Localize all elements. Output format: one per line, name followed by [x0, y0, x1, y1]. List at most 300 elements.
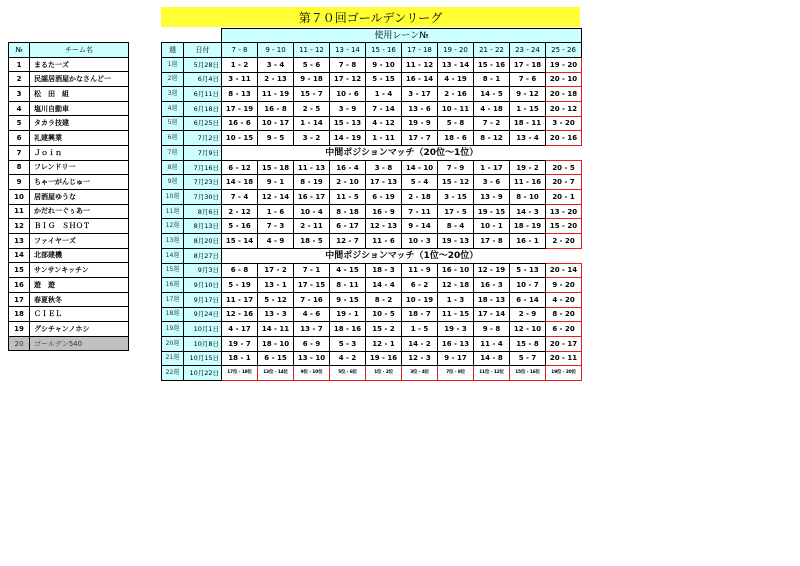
lane-header: 15 - 16	[366, 43, 402, 58]
matchup-cell: 15 - 8	[510, 336, 546, 351]
matchup-cell: 14 - 18	[222, 175, 258, 190]
matchup-cell: 1位 - 2位	[366, 366, 402, 381]
team-row	[9, 189, 129, 204]
date-cell: 9月17日	[184, 292, 222, 307]
matchup-cell: 3位 - 4位	[402, 366, 438, 381]
schedule-row	[162, 351, 582, 366]
date-header: 日付	[184, 43, 222, 58]
matchup-cell: 10 - 6	[330, 87, 366, 102]
lanes-title: 使用レーン№	[222, 29, 582, 43]
matchup-cell: 5 - 6	[294, 57, 330, 72]
matchup-cell: 10 - 11	[438, 101, 474, 116]
matchup-cell: 8 - 10	[510, 190, 546, 205]
matchup-cell: 8 - 12	[474, 131, 510, 146]
schedule-row	[162, 204, 582, 219]
matchup-cell: 4 - 9	[258, 234, 294, 249]
team-row	[9, 336, 129, 351]
matchup-cell: 11 - 12	[402, 57, 438, 72]
schedule-row	[162, 160, 582, 175]
date-cell: 6月25日	[184, 116, 222, 131]
matchup-cell: 8 - 2	[366, 292, 402, 307]
team-row	[9, 116, 129, 131]
matchup-cell: 19 - 16	[366, 351, 402, 366]
matchup-cell: 6 - 20	[546, 322, 582, 337]
lane-header: 13 - 14	[330, 43, 366, 58]
matchup-cell: 16 - 4	[330, 160, 366, 175]
schedule-row	[162, 175, 582, 190]
matchup-cell: 20 - 5	[546, 160, 582, 175]
week-cell: 2週	[162, 72, 184, 87]
matchup-cell: 3 - 20	[546, 116, 582, 131]
matchup-cell: 14 - 8	[474, 351, 510, 366]
team-number: 9	[9, 175, 30, 190]
team-name: 礼建興業	[30, 131, 129, 146]
matchup-cell: 11 - 15	[438, 307, 474, 322]
matchup-cell: 18 - 3	[366, 263, 402, 278]
week-cell: 20週	[162, 336, 184, 351]
matchup-cell: 12 - 14	[258, 190, 294, 205]
week-cell: 6週	[162, 131, 184, 146]
team-name: Ｊｏｉｎ	[30, 145, 129, 160]
matchup-cell: 16 - 14	[402, 72, 438, 87]
schedule-table	[161, 28, 582, 381]
matchup-cell: 19 - 15	[474, 204, 510, 219]
week-cell: 17週	[162, 292, 184, 307]
matchup-cell: 20 - 11	[546, 351, 582, 366]
team-name: ちゃ一がんじゅ一	[30, 175, 129, 190]
matchup-cell: 1 - 17	[474, 160, 510, 175]
matchup-cell: 11 - 16	[510, 175, 546, 190]
matchup-cell: 12 - 10	[510, 322, 546, 337]
team-row	[9, 101, 129, 116]
matchup-cell: 3 - 6	[474, 175, 510, 190]
schedule-body	[162, 43, 582, 381]
week-cell: 16週	[162, 278, 184, 293]
matchup-cell: 4 - 2	[330, 351, 366, 366]
matchup-cell: 5 - 13	[510, 263, 546, 278]
matchup-cell: 4 - 17	[222, 322, 258, 337]
team-number: 1	[9, 57, 30, 72]
team-name: グシチャンノホシ	[30, 322, 129, 337]
matchup-cell: 11 - 17	[222, 292, 258, 307]
matchup-cell: 19 - 9	[402, 116, 438, 131]
team-row	[9, 248, 129, 263]
matchup-cell: 16 - 9	[366, 204, 402, 219]
matchup-cell: 7 - 1	[294, 263, 330, 278]
matchup-cell: 8 - 19	[294, 175, 330, 190]
matchup-cell: 15位 - 16位	[510, 366, 546, 381]
matchup-cell: 5 - 8	[438, 116, 474, 131]
lane-header: 21 - 22	[474, 43, 510, 58]
team-name: 塩川自動車	[30, 101, 129, 116]
schedule-row	[162, 131, 582, 146]
matchup-cell: 6 - 19	[366, 190, 402, 205]
matchup-cell: 14 - 4	[366, 278, 402, 293]
date-cell: 7月23日	[184, 175, 222, 190]
matchup-cell: 9 - 17	[438, 351, 474, 366]
matchup-cell: 12 - 1	[366, 336, 402, 351]
team-row	[9, 160, 129, 175]
matchup-cell: 1 - 5	[402, 322, 438, 337]
matchup-cell: 13 - 10	[294, 351, 330, 366]
date-cell: 10月8日	[184, 336, 222, 351]
team-row	[9, 175, 129, 190]
matchup-cell: 3 - 15	[438, 190, 474, 205]
matchup-cell: 10 - 17	[258, 116, 294, 131]
week-cell: 18週	[162, 307, 184, 322]
title-text: 第７０回ゴールデンリーグ	[298, 10, 443, 25]
matchup-cell: 8 - 4	[438, 219, 474, 234]
matchup-cell: 19 - 1	[330, 307, 366, 322]
matchup-cell: 17 - 2	[258, 263, 294, 278]
matchup-cell: 13位 - 14位	[258, 366, 294, 381]
matchup-cell: 1 - 11	[366, 131, 402, 146]
matchup-cell: 1 - 2	[222, 57, 258, 72]
matchup-cell: 9 - 8	[474, 322, 510, 337]
date-cell: 10月22日	[184, 366, 222, 381]
lane-header: 11 - 12	[294, 43, 330, 58]
matchup-cell: 14 - 19	[330, 131, 366, 146]
team-name: まるた一ズ	[30, 57, 129, 72]
matchup-cell: 8 - 11	[330, 278, 366, 293]
matchup-cell: 11 - 19	[258, 87, 294, 102]
schedule-row	[162, 87, 582, 102]
schedule-row	[162, 292, 582, 307]
matchup-cell: 18 - 7	[402, 307, 438, 322]
matchup-cell: 5 - 7	[510, 351, 546, 366]
team-row	[9, 131, 129, 146]
team-name: ゴールデン540	[30, 336, 129, 351]
matchup-cell: 3 - 9	[330, 101, 366, 116]
matchup-cell: 3 - 2	[294, 131, 330, 146]
team-number: 3	[9, 87, 30, 102]
week-cell: 15週	[162, 263, 184, 278]
lane-header: 17 - 18	[402, 43, 438, 58]
matchup-cell: 1 - 6	[258, 204, 294, 219]
matchup-cell: 16 - 13	[438, 336, 474, 351]
matchup-cell: 12 - 18	[438, 278, 474, 293]
matchup-cell: 18 - 13	[474, 292, 510, 307]
matchup-cell: 18 - 10	[258, 336, 294, 351]
matchup-cell: 7 - 14	[366, 101, 402, 116]
team-number: 11	[9, 204, 30, 219]
week-cell: 4週	[162, 101, 184, 116]
matchup-cell: 11 - 6	[366, 234, 402, 249]
team-name: 居酒屋ゆうな	[30, 189, 129, 204]
schedule-row	[162, 72, 582, 87]
team-number: 2	[9, 72, 30, 87]
date-cell: 10月15日	[184, 351, 222, 366]
matchup-cell: 7位 - 8位	[438, 366, 474, 381]
matchup-cell: 17 - 18	[510, 57, 546, 72]
matchup-cell: 7 - 16	[294, 292, 330, 307]
team-number: 12	[9, 219, 30, 234]
position-match-label: 中間ポジションマッチ（20位～1位）	[325, 147, 479, 158]
matchup-cell: 20 - 7	[546, 175, 582, 190]
matchup-cell: 7 - 9	[438, 160, 474, 175]
matchup-cell: 15 - 16	[474, 57, 510, 72]
date-cell: 8月20日	[184, 234, 222, 249]
matchup-cell: 3 - 4	[258, 57, 294, 72]
week-cell: 7週	[162, 146, 184, 161]
date-cell: 7月30日	[184, 190, 222, 205]
team-number: 20	[9, 336, 30, 351]
team-name: 北部建機	[30, 248, 129, 263]
team-row	[9, 145, 129, 160]
matchup-cell: 11 - 13	[294, 160, 330, 175]
matchup-cell: 4 - 19	[438, 72, 474, 87]
page-title	[161, 7, 580, 27]
date-cell: 6月4日	[184, 72, 222, 87]
team-row	[9, 263, 129, 278]
lane-header: 7 - 8	[222, 43, 258, 58]
matchup-cell: 1 - 14	[294, 116, 330, 131]
date-cell: 7月2日	[184, 131, 222, 146]
team-name: かだれ一ぐぅあ一	[30, 204, 129, 219]
matchup-cell: 16 - 3	[474, 278, 510, 293]
week-cell: 9週	[162, 175, 184, 190]
date-cell: 10月1日	[184, 322, 222, 337]
team-row	[9, 219, 129, 234]
matchup-cell: 9 - 18	[294, 72, 330, 87]
matchup-cell: 7 - 11	[402, 204, 438, 219]
matchup-cell: 7 - 3	[258, 219, 294, 234]
matchup-cell: 8 - 18	[330, 204, 366, 219]
week-cell: 8週	[162, 160, 184, 175]
date-cell: 6月11日	[184, 87, 222, 102]
matchup-cell: 20 - 1	[546, 190, 582, 205]
matchup-cell: 2 - 16	[438, 87, 474, 102]
matchup-cell: 16 - 1	[510, 234, 546, 249]
matchup-cell: 17 - 19	[222, 101, 258, 116]
matchup-cell: 8 - 20	[546, 307, 582, 322]
matchup-cell: 17 - 5	[438, 204, 474, 219]
team-row	[9, 292, 129, 307]
team-row	[9, 204, 129, 219]
matchup-cell: 1 - 3	[438, 292, 474, 307]
matchup-cell: 13 - 9	[474, 190, 510, 205]
matchup-cell: 19 - 13	[438, 234, 474, 249]
matchup-cell: 10 - 5	[366, 307, 402, 322]
week-cell: 21週	[162, 351, 184, 366]
date-cell: 8月13日	[184, 219, 222, 234]
week-cell: 1週	[162, 57, 184, 72]
matchup-cell: 19 - 7	[222, 336, 258, 351]
schedule-row	[162, 366, 582, 381]
team-row	[9, 278, 129, 293]
matchup-cell: 6 - 14	[510, 292, 546, 307]
matchup-cell: 17 - 13	[366, 175, 402, 190]
matchup-cell: 2 - 9	[510, 307, 546, 322]
matchup-cell: 3 - 11	[222, 72, 258, 87]
week-cell: 10週	[162, 190, 184, 205]
team-name: ＣＩＥＬ	[30, 307, 129, 322]
lane-header: 25 - 26	[546, 43, 582, 58]
matchup-cell: 10 - 1	[474, 219, 510, 234]
matchup-cell: 17 - 7	[402, 131, 438, 146]
schedule-header-row	[162, 43, 582, 58]
week-cell: 3週	[162, 87, 184, 102]
matchup-cell: 15 - 13	[330, 116, 366, 131]
team-name: タカラ技建	[30, 116, 129, 131]
week-cell: 19週	[162, 322, 184, 337]
team-row	[9, 307, 129, 322]
matchup-cell: 17位 - 18位	[222, 366, 258, 381]
matchup-cell: 11位 - 12位	[474, 366, 510, 381]
team-row	[9, 322, 129, 337]
matchup-cell: 8 - 13	[222, 87, 258, 102]
date-cell: 8月6日	[184, 204, 222, 219]
team-row	[9, 87, 129, 102]
matchup-cell: 6 - 15	[258, 351, 294, 366]
matchup-cell: 15 - 12	[438, 175, 474, 190]
team-table	[8, 42, 129, 351]
matchup-cell: 10 - 7	[510, 278, 546, 293]
matchup-cell: 13 - 14	[438, 57, 474, 72]
matchup-cell: 14 - 3	[510, 204, 546, 219]
matchup-cell: 9 - 14	[402, 219, 438, 234]
matchup-cell: 6 - 17	[330, 219, 366, 234]
position-match-label: 中間ポジションマッチ（1位～20位）	[325, 250, 479, 261]
schedule-row	[162, 307, 582, 322]
matchup-cell: 15 - 20	[546, 219, 582, 234]
matchup-cell: 13 - 7	[294, 322, 330, 337]
matchup-cell: 9 - 5	[258, 131, 294, 146]
matchup-cell: 9 - 15	[330, 292, 366, 307]
matchup-cell: 16 - 8	[258, 101, 294, 116]
matchup-cell: 20 - 14	[546, 263, 582, 278]
matchup-cell: 6 - 12	[222, 160, 258, 175]
week-cell: 11週	[162, 204, 184, 219]
week-cell: 22週	[162, 366, 184, 381]
team-number: 7	[9, 145, 30, 160]
team-number: 19	[9, 322, 30, 337]
team-name-header: チーム名	[30, 43, 129, 58]
team-number: 14	[9, 248, 30, 263]
team-number: 18	[9, 307, 30, 322]
schedule-row	[162, 336, 582, 351]
matchup-cell: 9 - 1	[258, 175, 294, 190]
matchup-cell: 12 - 7	[330, 234, 366, 249]
matchup-cell: 19位 - 20位	[546, 366, 582, 381]
team-name: 春夏秋冬	[30, 292, 129, 307]
matchup-cell: 4 - 20	[546, 292, 582, 307]
team-number: 5	[9, 116, 30, 131]
lane-header: 23 - 24	[510, 43, 546, 58]
week-cell: 12週	[162, 219, 184, 234]
matchup-cell: 9 - 12	[510, 87, 546, 102]
matchup-cell: 9 - 20	[546, 278, 582, 293]
matchup-cell: 9 - 10	[366, 57, 402, 72]
matchup-cell: 2 - 12	[222, 204, 258, 219]
matchup-cell: 19 - 2	[510, 160, 546, 175]
team-row	[9, 233, 129, 248]
matchup-cell: 6 - 2	[402, 278, 438, 293]
matchup-cell: 7 - 6	[510, 72, 546, 87]
matchup-cell: 2 - 13	[258, 72, 294, 87]
team-number: 15	[9, 263, 30, 278]
matchup-cell: 12 - 19	[474, 263, 510, 278]
matchup-cell: 18 - 1	[222, 351, 258, 366]
team-name: ＢＩＧ ＳＨＯＴ	[30, 219, 129, 234]
matchup-cell: 2 - 11	[294, 219, 330, 234]
date-cell: 7月9日	[184, 146, 222, 161]
date-cell: 9月3日	[184, 263, 222, 278]
matchup-cell: 13 - 4	[510, 131, 546, 146]
matchup-cell: 20 - 16	[546, 131, 582, 146]
lane-header: 19 - 20	[438, 43, 474, 58]
lanes-title-row	[162, 29, 582, 43]
schedule-row	[162, 322, 582, 337]
schedule-row	[162, 101, 582, 116]
matchup-cell: 20 - 10	[546, 72, 582, 87]
team-number: 16	[9, 278, 30, 293]
team-name: ファイヤ一ズ	[30, 233, 129, 248]
matchup-cell: 18 - 11	[510, 116, 546, 131]
matchup-cell: 17 - 14	[474, 307, 510, 322]
matchup-cell: 14 - 10	[402, 160, 438, 175]
matchup-cell: 2 - 18	[402, 190, 438, 205]
team-name: 民謡居酒屋かなさんど一	[30, 72, 129, 87]
matchup-cell: 20 - 18	[546, 87, 582, 102]
matchup-cell: 1 - 15	[510, 101, 546, 116]
team-number: 8	[9, 160, 30, 175]
matchup-cell: 5 - 16	[222, 219, 258, 234]
date-cell: 5月28日	[184, 57, 222, 72]
team-no-header: №	[9, 43, 30, 58]
matchup-cell: 2 - 10	[330, 175, 366, 190]
matchup-cell: 20 - 12	[546, 101, 582, 116]
schedule-row	[162, 263, 582, 278]
matchup-cell: 14 - 5	[474, 87, 510, 102]
matchup-cell: 15 - 2	[366, 322, 402, 337]
matchup-cell: 4 - 12	[366, 116, 402, 131]
matchup-cell: 13 - 3	[258, 307, 294, 322]
matchup-cell: 18 - 16	[330, 322, 366, 337]
team-table-header	[9, 43, 129, 58]
matchup-cell: 19 - 3	[438, 322, 474, 337]
date-cell: 9月10日	[184, 278, 222, 293]
matchup-cell: 10 - 4	[294, 204, 330, 219]
matchup-cell: 2 - 5	[294, 101, 330, 116]
matchup-cell: 17 - 12	[330, 72, 366, 87]
schedule-row	[162, 116, 582, 131]
matchup-cell: 15 - 14	[222, 234, 258, 249]
matchup-cell: 16 - 6	[222, 116, 258, 131]
matchup-cell: 4 - 18	[474, 101, 510, 116]
team-name: フレンドリ一	[30, 160, 129, 175]
matchup-cell: 19 - 20	[546, 57, 582, 72]
date-cell: 7月16日	[184, 160, 222, 175]
matchup-cell: 13 - 1	[258, 278, 294, 293]
schedule-row	[162, 219, 582, 234]
matchup-cell: 10 - 3	[402, 234, 438, 249]
schedule-row	[162, 190, 582, 205]
matchup-cell: 17 - 15	[294, 278, 330, 293]
schedule-row	[162, 57, 582, 72]
matchup-cell: 17 - 8	[474, 234, 510, 249]
matchup-cell: 5 - 12	[258, 292, 294, 307]
matchup-cell: 5 - 19	[222, 278, 258, 293]
matchup-cell: 7 - 8	[330, 57, 366, 72]
matchup-cell: 1 - 4	[366, 87, 402, 102]
matchup-cell: 13 - 20	[546, 204, 582, 219]
date-cell: 6月18日	[184, 101, 222, 116]
matchup-cell: 11 - 9	[402, 263, 438, 278]
team-number: 4	[9, 101, 30, 116]
lane-header: 9 - 10	[258, 43, 294, 58]
matchup-cell: 10 - 15	[222, 131, 258, 146]
